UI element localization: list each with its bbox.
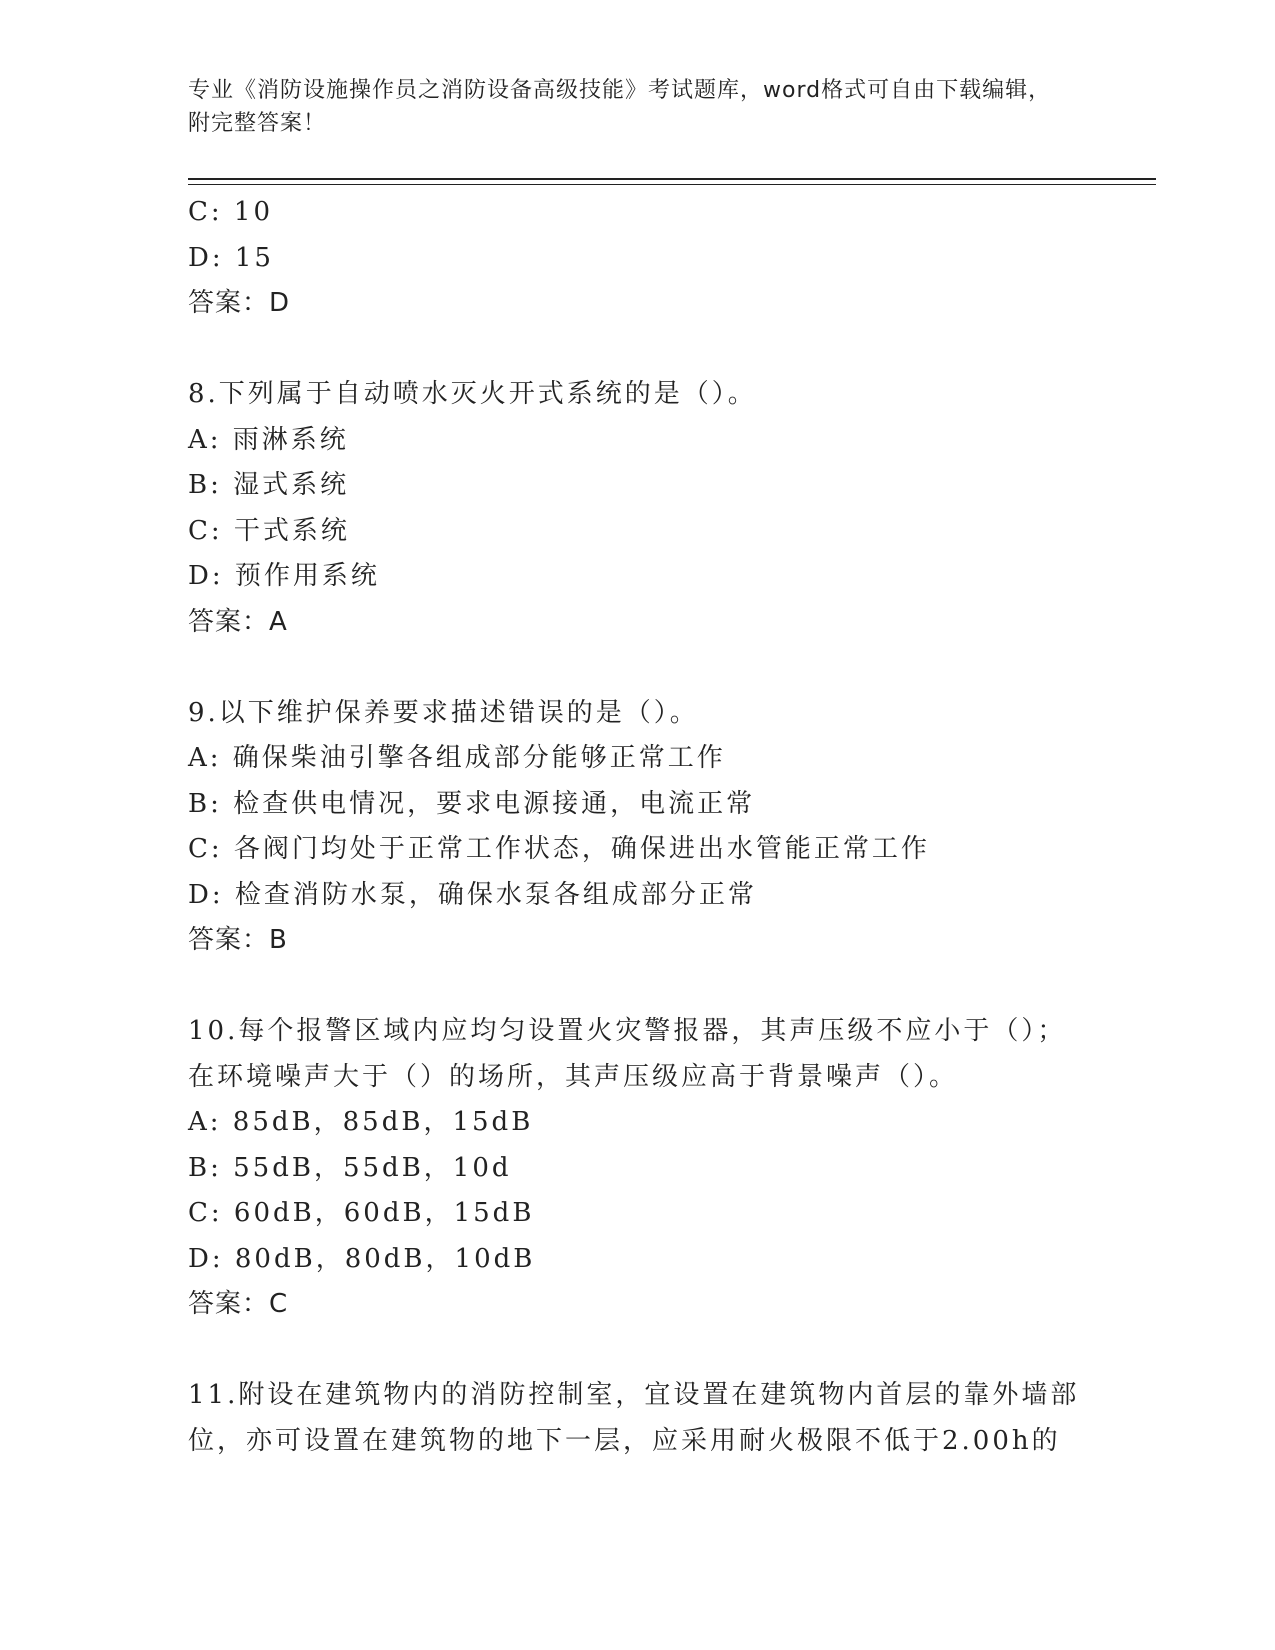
question-title-8: 8.下列属于自动喷水灭火开式系统的是（）。 bbox=[188, 379, 757, 409]
option-c: C: 10 bbox=[188, 197, 274, 227]
option-c: C: 干式系统 bbox=[188, 515, 350, 546]
document-content bbox=[188, 190, 1088, 1464]
answer-line: 答案：A bbox=[188, 606, 288, 637]
answer-line: 答案：B bbox=[188, 925, 288, 955]
question-title-11-line-1: 11.附设在建筑物内的消防控制室，宜设置在建筑物内首层的靠外墙部 bbox=[188, 1380, 1080, 1410]
option-d: D: 检查消防水泵，确保水泵各组成部分正常 bbox=[188, 879, 757, 910]
option-b: B: 湿式系统 bbox=[188, 470, 350, 500]
header-rule-thick bbox=[188, 178, 1156, 180]
option-a: A: 85dB，85dB，15dB bbox=[188, 1107, 534, 1137]
option-c: C: 60dB，60dB，15dB bbox=[188, 1198, 535, 1228]
option-b: B: 55dB，55dB，10d bbox=[188, 1152, 512, 1183]
answer-line: 答案：D bbox=[188, 288, 291, 318]
header-rule-thin bbox=[188, 184, 1156, 185]
spacer bbox=[188, 964, 1088, 1010]
page-header-text: 专业《消防设施操作员之消防设备高级技能》考试题库，word格式可自由下载编辑，附完整答案！ bbox=[188, 78, 1052, 136]
question-title-11-line-2: 位，亦可设置在建筑物的地下一层，应采用耐火极限不低于2.00h的 bbox=[188, 1425, 1061, 1456]
spacer bbox=[188, 645, 1088, 691]
spacer bbox=[188, 327, 1088, 373]
option-d: D: 预作用系统 bbox=[188, 561, 380, 591]
answer-line: 答案：C bbox=[188, 1289, 289, 1319]
question-title-10-line-2: 在环境噪声大于（）的场所，其声压级应高于背景噪声（）。 bbox=[188, 1061, 959, 1092]
option-d: D: 80dB，80dB，10dB bbox=[188, 1243, 536, 1274]
option-d: D: 15 bbox=[188, 242, 274, 273]
question-title-9: 9.以下维护保养要求描述错误的是（）。 bbox=[188, 697, 699, 728]
option-a: A: 雨淋系统 bbox=[188, 424, 349, 455]
option-c: C: 各阀门均处于正常工作状态，确保进出水管能正常工作 bbox=[188, 834, 930, 864]
option-b: B: 检查供电情况，要求电源接通，电流正常 bbox=[188, 788, 756, 819]
spacer bbox=[188, 1328, 1088, 1374]
question-title-10-line-1: 10.每个报警区域内应均匀设置火灾警报器，其声压级不应小于（）； bbox=[188, 1016, 1067, 1046]
option-a: A: 确保柴油引擎各组成部分能够正常工作 bbox=[188, 743, 726, 773]
